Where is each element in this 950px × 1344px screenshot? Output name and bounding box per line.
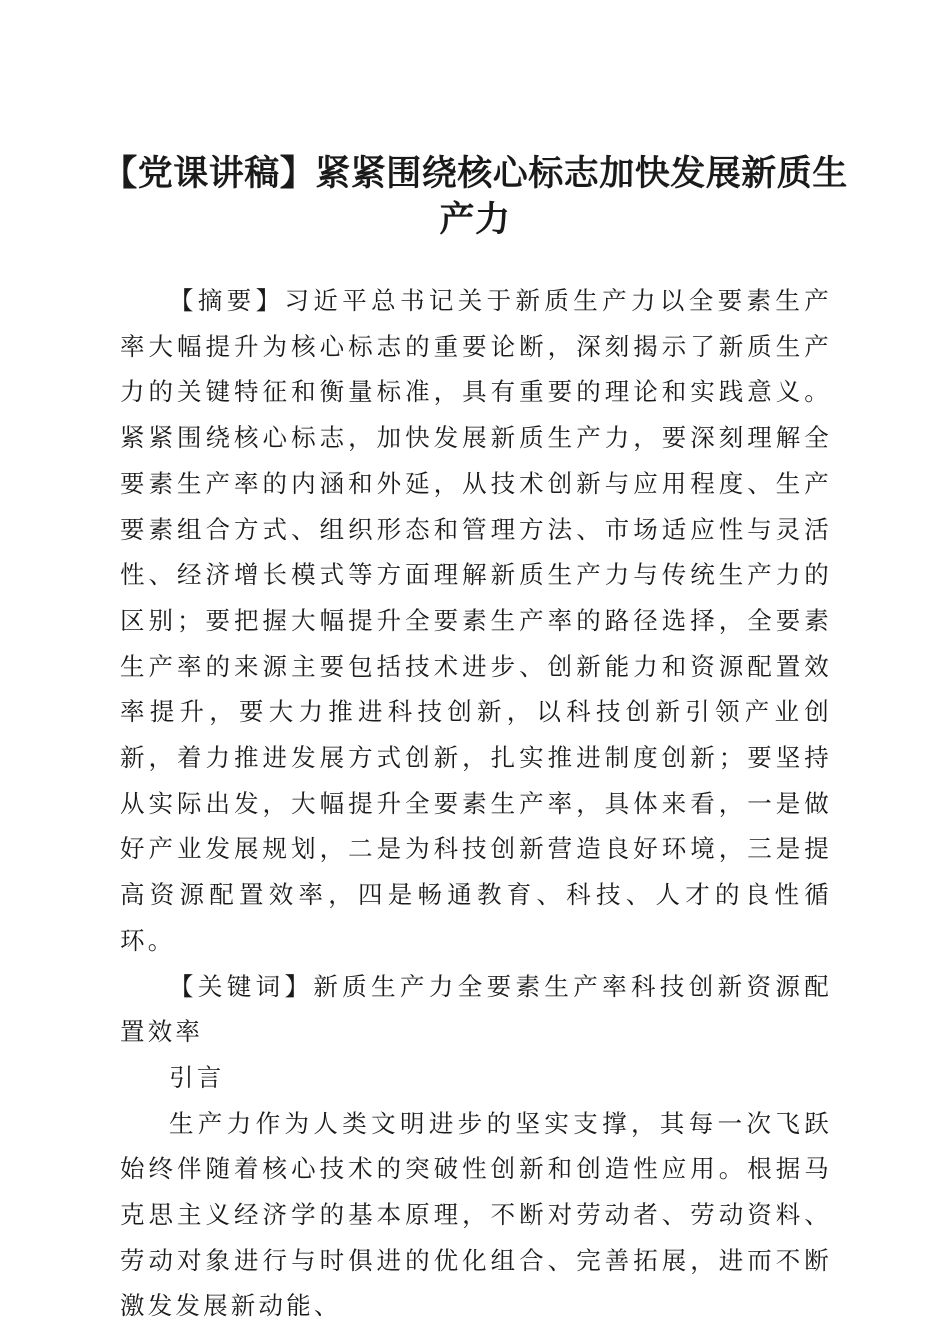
keywords-paragraph: 【关键词】新质生产力全要素生产率科技创新资源配置效率: [120, 971, 832, 1047]
document-title: 【党课讲稿】紧紧围绕核心标志加快发展新质生产力: [102, 154, 848, 241]
intro-paragraph: 生产力作为人类文明进步的坚实支撑，其每一次飞跃始终伴随着核心技术的突破性创新和创造性应用。根据马克思主义经济学的基本原理，不断对劳动者、劳动资料、劳动对象进行与时俱进的优化组合、完善拓展，进而不断激发发展新动能、: [120, 1108, 832, 1321]
abstract-paragraph: 【摘要】习近平总书记关于新质生产力以全要素生产率大幅提升为核心标志的重要论断，深刻揭示了新质生产力的关键特征和衡量标准，具有重要的理论和实践意义。紧紧围绕核心标志，加快发展新质生产力，要深刻理解全要素生产率的内涵和外延，从技术创新与应用程度、生产要素组合方式、组织形态和管理方法、市场适应性与灵活性、经济增长模式等方面理解新质生产力与传统生产力的区别；要把握大幅提升全要素生产率的路径选择，全要素生产率的来源主要包括技术进步、创新能力和资源配置效率提升，要大力推进科技创新，以科技创新引领产业创新，着力推进发展方式创新，扎实推进制度创新；要坚持从实际出发，大幅提升全要素生产率，具体来看，一是做好产业发展规划，二是为科技创新营造良好环境，三是提高资源配置效率，四是畅通教育、科技、人才的良性循环。: [120, 286, 832, 955]
document-body: [120, 278, 832, 1329]
intro-heading: 引言: [169, 1062, 225, 1092]
